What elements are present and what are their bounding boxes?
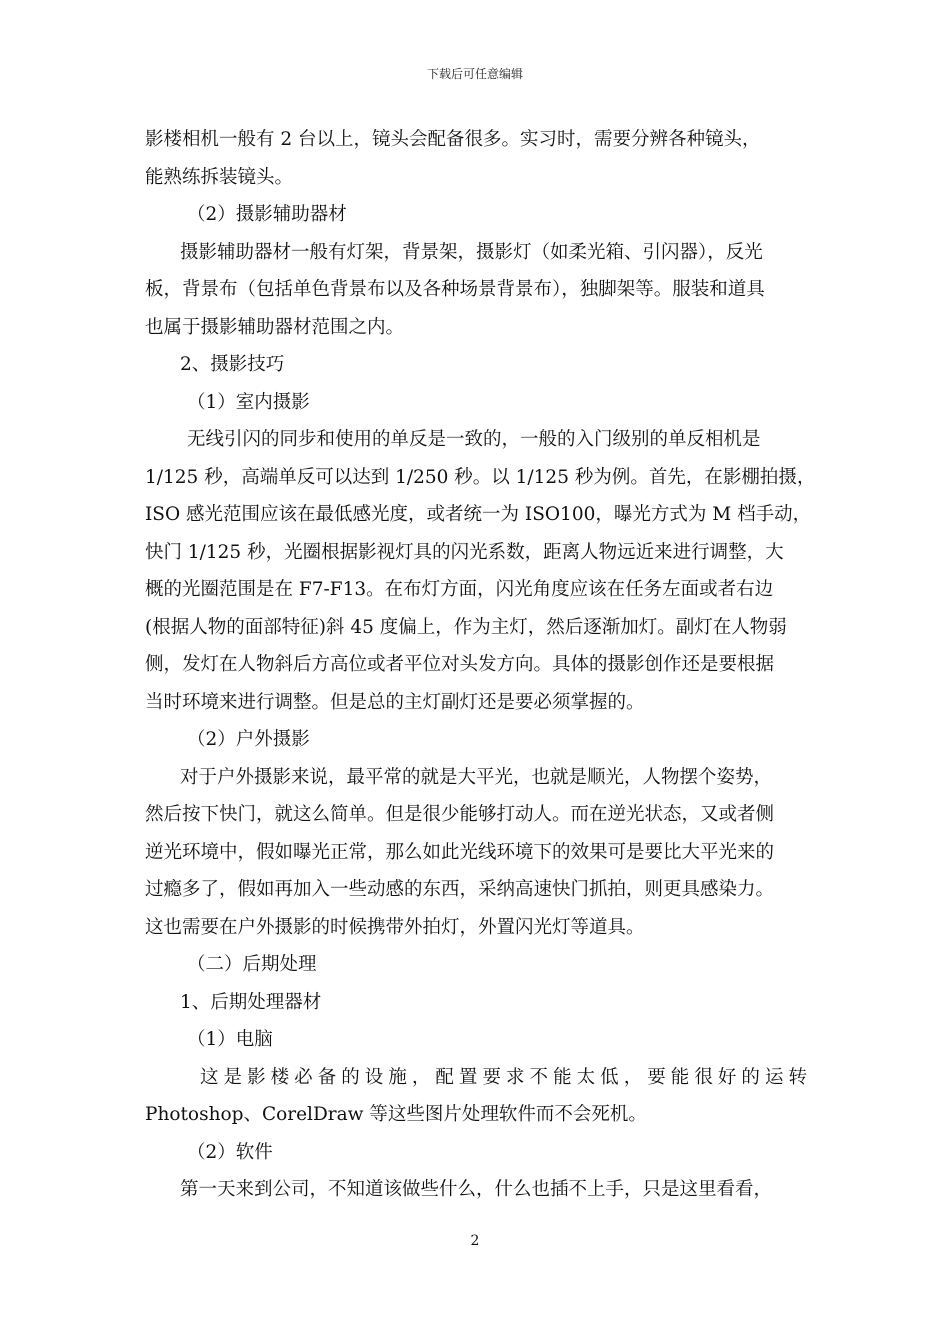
text-line-14: (根据人物的面部特征)斜 45 度偏上，作为主灯，然后逐渐加灯。副灯在人物弱 — [145, 616, 787, 638]
document-body — [145, 121, 816, 1209]
text-line-6: 也属于摄影辅助器材范围之内。 — [145, 316, 405, 338]
text-line-19: 然后按下快门，就这么简单。但是很少能够打动人。而在逆光状态，又或者侧 — [145, 804, 775, 825]
text-line-12: 快门 1/125 秒，光圈根据影视灯具的闪光系数，距离人物远近来进行调整，大 — [145, 541, 784, 563]
text-line-29: 第一天来到公司，不知道该做些什么，什么也插不上手，只是这里看看， — [180, 1179, 773, 1200]
text-line-22: 这也需要在户外摄影的时候携带外拍灯，外置闪光灯等道具。 — [145, 916, 645, 938]
text-line-1: 影楼相机一般有 2 台以上，镜头会配备很多。实习时，需要分辨各种镜头， — [145, 129, 761, 150]
text-line-10: 1/125 秒，高端单反可以达到 1/250 秒。以 1/125 秒为例。首先，在影棚拍摄， — [145, 466, 816, 488]
text-line-9: 无线引闪的同步和使用的单反是一致的，一般的入门级别的单反相机是 — [187, 429, 761, 450]
text-line-11: ISO 感光范围应该在最低感光度，或者统一为 ISO100，曝光方式为 M 档手动， — [145, 504, 812, 525]
heading-post-processing: （二）后期处理 — [187, 954, 317, 975]
subheading-equipment: （2）摄影辅助器材 — [187, 204, 347, 225]
heading-photo-skills: 2、摄影技巧 — [180, 354, 285, 375]
text-line-20: 逆光环境中，假如曝光正常，那么如此光线环境下的效果可是要比大平光来的 — [145, 841, 775, 863]
text-line-26: 这是影楼必备的设施，配置要求不能太低，要能很好的运转 — [200, 1066, 807, 1088]
subheading-computer: （1）电脑 — [187, 1029, 273, 1050]
subheading-outdoor: （2）户外摄影 — [187, 729, 310, 750]
text-line-5: 板，背景布（包括单色背景布以及各种场景背景布），独脚架等。服装和道具 — [145, 279, 765, 300]
text-line-4: 摄影辅助器材一般有灯架，背景架，摄影灯（如柔光箱、引闪器），反光 — [180, 241, 763, 263]
text-line-16: 当时环境来进行调整。但是总的主灯副灯还是要必须掌握的。 — [145, 691, 645, 713]
text-line-27: Photoshop、CorelDraw 等这些图片处理软件而不会死机。 — [145, 1104, 647, 1125]
page-number: 2 — [470, 1233, 480, 1249]
text-line-18: 对于户外摄影来说，最平常的就是大平光，也就是顺光，人物摆个姿势， — [180, 766, 773, 788]
subheading-software: （2）软件 — [187, 1141, 273, 1163]
page-header: 下载后可任意编辑 — [426, 67, 523, 81]
text-line-2: 能熟练拆装镜头。 — [145, 166, 294, 188]
text-line-13: 概的光圈范围是在 F7-F13。在布灯方面，闪光角度应该在任务左面或者右边 — [145, 579, 774, 600]
subheading-indoor: （1）室内摄影 — [187, 391, 310, 413]
text-line-21: 过瘾多了，假如再加入一些动感的东西，采纳高速快门抓拍，则更具感染力。 — [145, 879, 775, 900]
text-line-15: 侧，发灯在人物斜后方高位或者平位对头发方向。具体的摄影创作还是要根据 — [145, 654, 775, 675]
heading-post-equipment: 1、后期处理器材 — [180, 991, 322, 1013]
